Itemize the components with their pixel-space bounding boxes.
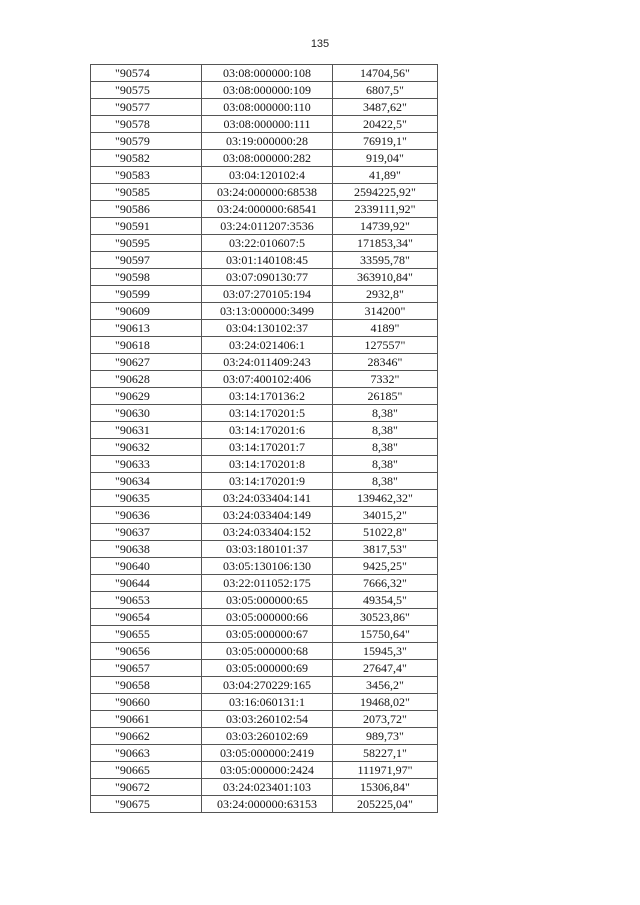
record-id-cell: "90644 — [91, 575, 202, 592]
value-cell: 34015,2" — [333, 507, 438, 524]
value-cell: 4189" — [333, 320, 438, 337]
value-cell: 8,38" — [333, 422, 438, 439]
table-row — [91, 711, 438, 728]
value-cell: 8,38" — [333, 439, 438, 456]
table-row — [91, 167, 438, 184]
table-row — [91, 303, 438, 320]
table-row — [91, 286, 438, 303]
value-cell: 76919,1" — [333, 133, 438, 150]
cadastral-number-cell: 03:13:000000:3499 — [202, 303, 333, 320]
table-row — [91, 235, 438, 252]
value-cell: 8,38" — [333, 456, 438, 473]
table-row — [91, 507, 438, 524]
table-row — [91, 439, 438, 456]
table-row — [91, 745, 438, 762]
table-row — [91, 184, 438, 201]
value-cell: 2932,8" — [333, 286, 438, 303]
cadastral-number-cell: 03:08:000000:109 — [202, 82, 333, 99]
table-row — [91, 405, 438, 422]
cadastral-number-cell: 03:14:170201:5 — [202, 405, 333, 422]
table-row — [91, 541, 438, 558]
table-row — [91, 116, 438, 133]
cadastral-number-cell: 03:05:000000:66 — [202, 609, 333, 626]
record-id-cell: "90653 — [91, 592, 202, 609]
value-cell: 14704,56" — [333, 65, 438, 82]
record-id-cell: "90672 — [91, 779, 202, 796]
cadastral-number-cell: 03:05:000000:67 — [202, 626, 333, 643]
value-cell: 3456,2" — [333, 677, 438, 694]
record-id-cell: "90599 — [91, 286, 202, 303]
table-row — [91, 473, 438, 490]
value-cell: 919,04" — [333, 150, 438, 167]
value-cell: 2594225,92" — [333, 184, 438, 201]
table-row — [91, 575, 438, 592]
table-row — [91, 65, 438, 82]
table-row — [91, 422, 438, 439]
value-cell: 171853,34" — [333, 235, 438, 252]
cadastral-number-cell: 03:24:033404:141 — [202, 490, 333, 507]
cadastral-number-cell: 03:01:140108:45 — [202, 252, 333, 269]
cadastral-number-cell: 03:04:130102:37 — [202, 320, 333, 337]
record-id-cell: "90613 — [91, 320, 202, 337]
cadastral-number-cell: 03:14:170201:9 — [202, 473, 333, 490]
record-id-cell: "90628 — [91, 371, 202, 388]
value-cell: 314200" — [333, 303, 438, 320]
record-id-cell: "90630 — [91, 405, 202, 422]
record-id-cell: "90585 — [91, 184, 202, 201]
value-cell: 3817,53" — [333, 541, 438, 558]
value-cell: 15945,3" — [333, 643, 438, 660]
table-row — [91, 371, 438, 388]
value-cell: 27647,4" — [333, 660, 438, 677]
table-row — [91, 150, 438, 167]
record-id-cell: "90634 — [91, 473, 202, 490]
record-id-cell: "90665 — [91, 762, 202, 779]
record-id-cell: "90598 — [91, 269, 202, 286]
record-id-cell: "90582 — [91, 150, 202, 167]
table-row — [91, 728, 438, 745]
value-cell: 139462,32" — [333, 490, 438, 507]
record-id-cell: "90574 — [91, 65, 202, 82]
cadastral-number-cell: 03:07:090130:77 — [202, 269, 333, 286]
value-cell: 58227,1" — [333, 745, 438, 762]
cadastral-number-cell: 03:05:000000:65 — [202, 592, 333, 609]
cadastral-number-cell: 03:04:120102:4 — [202, 167, 333, 184]
cadastral-number-cell: 03:08:000000:110 — [202, 99, 333, 116]
table-row — [91, 133, 438, 150]
cadastral-number-cell: 03:22:010607:5 — [202, 235, 333, 252]
table-row — [91, 524, 438, 541]
record-id-cell: "90658 — [91, 677, 202, 694]
value-cell: 26185" — [333, 388, 438, 405]
cadastral-number-cell: 03:24:000000:63153 — [202, 796, 333, 813]
value-cell: 51022,8" — [333, 524, 438, 541]
record-id-cell: "90655 — [91, 626, 202, 643]
record-id-cell: "90675 — [91, 796, 202, 813]
record-id-cell: "90577 — [91, 99, 202, 116]
record-id-cell: "90629 — [91, 388, 202, 405]
table-row — [91, 677, 438, 694]
record-id-cell: "90627 — [91, 354, 202, 371]
record-id-cell: "90609 — [91, 303, 202, 320]
record-id-cell: "90640 — [91, 558, 202, 575]
cadastral-number-cell: 03:08:000000:111 — [202, 116, 333, 133]
table-row — [91, 762, 438, 779]
value-cell: 989,73" — [333, 728, 438, 745]
value-cell: 111971,97" — [333, 762, 438, 779]
table-row — [91, 388, 438, 405]
record-id-cell: "90656 — [91, 643, 202, 660]
record-id-cell: "90662 — [91, 728, 202, 745]
cadastral-number-cell: 03:24:000000:68541 — [202, 201, 333, 218]
table-row — [91, 490, 438, 507]
cadastral-number-cell: 03:14:170201:6 — [202, 422, 333, 439]
cadastral-number-cell: 03:19:000000:28 — [202, 133, 333, 150]
table-row — [91, 218, 438, 235]
value-cell: 7332" — [333, 371, 438, 388]
record-id-cell: "90633 — [91, 456, 202, 473]
record-id-cell: "90637 — [91, 524, 202, 541]
value-cell: 7666,32" — [333, 575, 438, 592]
cadastral-number-cell: 03:05:000000:2424 — [202, 762, 333, 779]
table-row — [91, 82, 438, 99]
cadastral-number-cell: 03:05:130106:130 — [202, 558, 333, 575]
value-cell: 2073,72" — [333, 711, 438, 728]
record-id-cell: "90579 — [91, 133, 202, 150]
cadastral-number-cell: 03:24:023401:103 — [202, 779, 333, 796]
table-row — [91, 660, 438, 677]
cadastral-number-cell: 03:24:033404:149 — [202, 507, 333, 524]
record-id-cell: "90663 — [91, 745, 202, 762]
record-id-cell: "90638 — [91, 541, 202, 558]
value-cell: 205225,04" — [333, 796, 438, 813]
record-id-cell: "90586 — [91, 201, 202, 218]
value-cell: 33595,78" — [333, 252, 438, 269]
table-row — [91, 252, 438, 269]
record-id-cell: "90632 — [91, 439, 202, 456]
value-cell: 8,38" — [333, 405, 438, 422]
cadastral-number-cell: 03:24:021406:1 — [202, 337, 333, 354]
cadastral-number-cell: 03:14:170201:7 — [202, 439, 333, 456]
cadastral-table — [90, 64, 438, 813]
table-row — [91, 592, 438, 609]
table-row — [91, 626, 438, 643]
table-row — [91, 456, 438, 473]
cadastral-number-cell: 03:03:180101:37 — [202, 541, 333, 558]
table-row — [91, 269, 438, 286]
value-cell: 8,38" — [333, 473, 438, 490]
cadastral-number-cell: 03:14:170201:8 — [202, 456, 333, 473]
table-row — [91, 694, 438, 711]
record-id-cell: "90595 — [91, 235, 202, 252]
table-row — [91, 99, 438, 116]
cadastral-number-cell: 03:05:000000:68 — [202, 643, 333, 660]
cadastral-number-cell: 03:24:033404:152 — [202, 524, 333, 541]
table-row — [91, 354, 438, 371]
record-id-cell: "90635 — [91, 490, 202, 507]
record-id-cell: "90636 — [91, 507, 202, 524]
value-cell: 14739,92" — [333, 218, 438, 235]
record-id-cell: "90654 — [91, 609, 202, 626]
value-cell: 20422,5" — [333, 116, 438, 133]
record-id-cell: "90597 — [91, 252, 202, 269]
record-id-cell: "90575 — [91, 82, 202, 99]
cadastral-number-cell: 03:03:260102:54 — [202, 711, 333, 728]
page-number: 135 — [310, 38, 330, 50]
cadastral-number-cell: 03:05:000000:2419 — [202, 745, 333, 762]
cadastral-number-cell: 03:08:000000:108 — [202, 65, 333, 82]
value-cell: 9425,25" — [333, 558, 438, 575]
cadastral-number-cell: 03:24:000000:68538 — [202, 184, 333, 201]
cadastral-number-cell: 03:16:060131:1 — [202, 694, 333, 711]
table-row — [91, 558, 438, 575]
table-row — [91, 643, 438, 660]
record-id-cell: "90631 — [91, 422, 202, 439]
value-cell: 30523,86" — [333, 609, 438, 626]
table-row — [91, 201, 438, 218]
value-cell: 49354,5" — [333, 592, 438, 609]
record-id-cell: "90583 — [91, 167, 202, 184]
cadastral-number-cell: 03:07:400102:406 — [202, 371, 333, 388]
cadastral-number-cell: 03:07:270105:194 — [202, 286, 333, 303]
cadastral-number-cell: 03:14:170136:2 — [202, 388, 333, 405]
table-body — [91, 65, 438, 813]
value-cell: 127557" — [333, 337, 438, 354]
value-cell: 15306,84" — [333, 779, 438, 796]
table-row — [91, 320, 438, 337]
cadastral-number-cell: 03:03:260102:69 — [202, 728, 333, 745]
cadastral-number-cell: 03:04:270229:165 — [202, 677, 333, 694]
cadastral-number-cell: 03:05:000000:69 — [202, 660, 333, 677]
record-id-cell: "90661 — [91, 711, 202, 728]
table-row — [91, 609, 438, 626]
record-id-cell: "90657 — [91, 660, 202, 677]
record-id-cell: "90618 — [91, 337, 202, 354]
value-cell: 3487,62" — [333, 99, 438, 116]
value-cell: 28346" — [333, 354, 438, 371]
value-cell: 19468,02" — [333, 694, 438, 711]
value-cell: 2339111,92" — [333, 201, 438, 218]
record-id-cell: "90591 — [91, 218, 202, 235]
record-id-cell: "90660 — [91, 694, 202, 711]
cadastral-number-cell: 03:24:011409:243 — [202, 354, 333, 371]
record-id-cell: "90578 — [91, 116, 202, 133]
cadastral-number-cell: 03:08:000000:282 — [202, 150, 333, 167]
table-row — [91, 796, 438, 813]
value-cell: 15750,64" — [333, 626, 438, 643]
table-row — [91, 779, 438, 796]
value-cell: 363910,84" — [333, 269, 438, 286]
value-cell: 41,89" — [333, 167, 438, 184]
value-cell: 6807,5" — [333, 82, 438, 99]
table-row — [91, 337, 438, 354]
cadastral-number-cell: 03:24:011207:3536 — [202, 218, 333, 235]
cadastral-number-cell: 03:22:011052:175 — [202, 575, 333, 592]
